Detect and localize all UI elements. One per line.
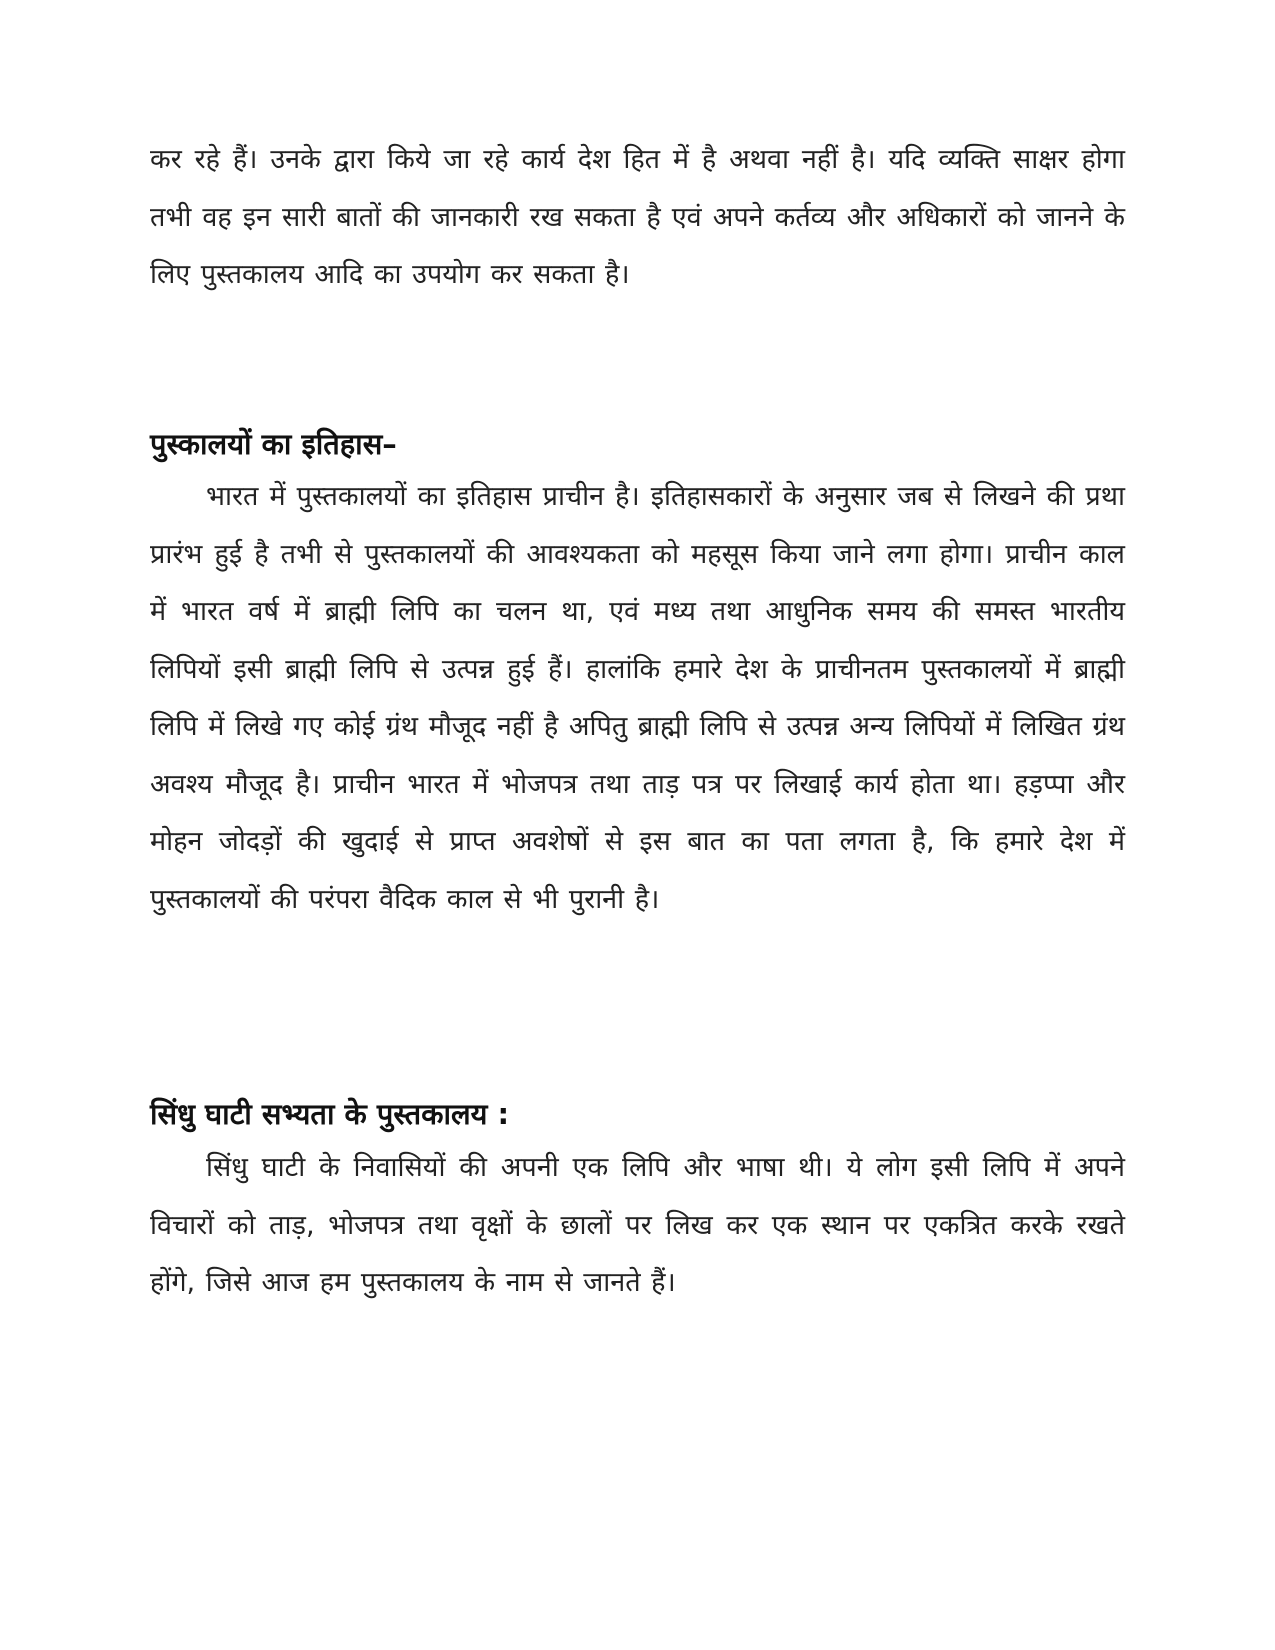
section-paragraph-library-history: भारत में पुस्तकालयों का इतिहास प्राचीन है। इतिहासकारों के अनुसार जब से लिखने की प्रथा प्रारंभ हुई है तभी से पुस्तकालयों की आवश्यकता को महसूस किया जाने लगा होगा। प्राचीन काल में भारत वर्ष में ब्राह्मी लिपि का चलन था, एवं मध्य तथा आधुनिक समय की समस्त भारतीय लिपियों इसी ब्राह्मी लिपि से उत्पन्न हुई हैं। हालांकि हमारे देश के प्राचीनतम पुस्तकालयों में ब्राह्मी लिपि में लिखे गए कोई ग्रंथ मौजूद नहीं है अपितु ब्राह्मी लिपि से उत्पन्न अन्य लिपियों में लिखित ग्रंथ अवश्य मौजूद है। प्राचीन भारत में भोजपत्र तथा ताड़ पत्र पर लिखाई कार्य होता था। हड़प्पा और मोहन जोदड़ों की खुदाई से प्राप्त अवशेषों से इस बात का पता लगता है, कि हमारे देश में पुस्तकालयों की परंपरा वैदिक काल से भी पुरानी है। — [150, 481, 1125, 915]
intro-block — [150, 131, 1125, 304]
section-heading-indus-valley-libraries: सिंधु घाटी सभ्यता के पुस्तकालय : — [150, 1097, 510, 1131]
intro-paragraph: कर रहे हैं। उनके द्वारा किये जा रहे कार्य देश हित में है अथवा नहीं है। यदि व्यक्ति साक्षर होगा तभी वह इन सारी बातों की जानकारी रख सकता है एवं अपने कर्तव्य और अधिकारों को जानने के लिए पुस्तकालय आदि का उपयोग कर सकता है। — [150, 144, 1125, 290]
indus-body — [150, 1139, 1125, 1312]
section-paragraph-indus-valley-libraries: सिंधु घाटी के निवासियों की अपनी एक लिपि और भाषा थी। ये लोग इसी लिपि में अपने विचारों को ताड़, भोजपत्र तथा वृक्षों के छालों पर लिख कर एक स्थान पर एकत्रित करके रखते होंगे, जिसे आज हम पुस्तकालय के नाम से जानते हैं। — [150, 1152, 1125, 1298]
history-section — [150, 424, 1125, 464]
indus-section — [150, 1094, 1125, 1134]
section-heading-library-history: पुस्कालयों का इतिहास– — [150, 427, 397, 461]
history-body — [150, 468, 1125, 928]
